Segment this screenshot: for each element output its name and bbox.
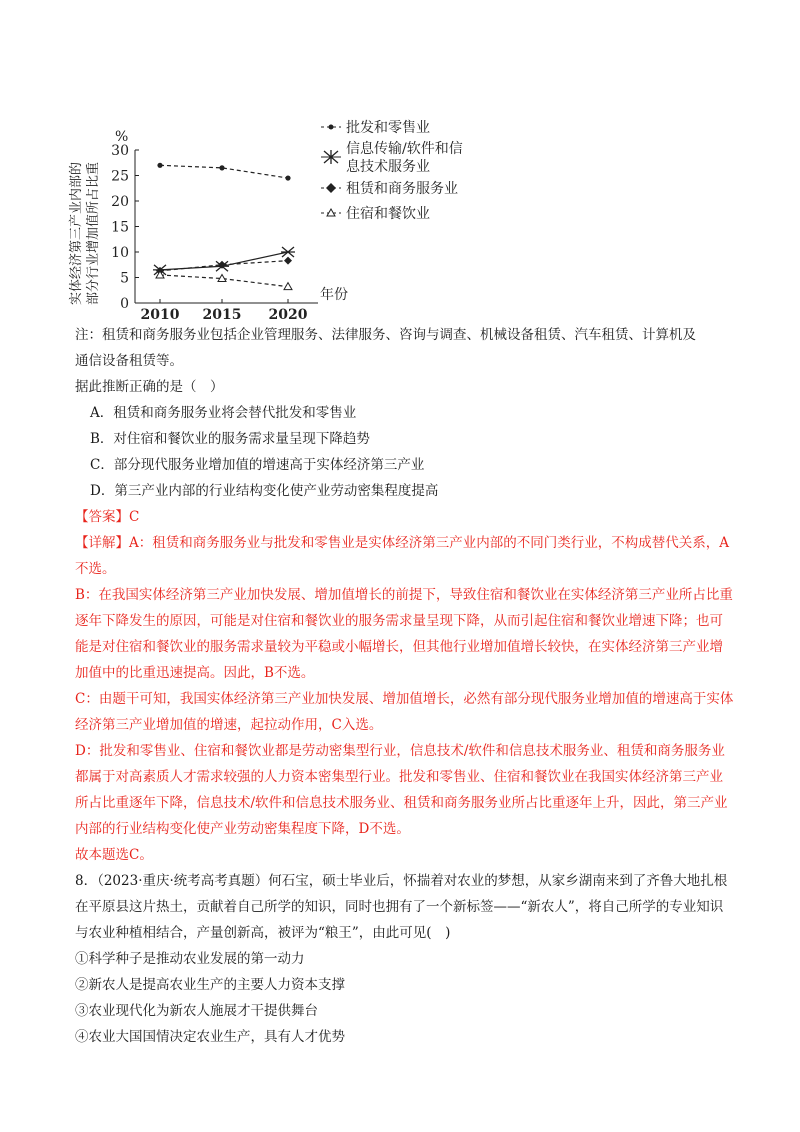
question-stem: 据此推断正确的是（ ） [75,379,224,395]
y-tick-label-15: 15 [111,219,129,236]
point-leasing-2015 [218,261,226,269]
x-axis-label: 年份 [320,287,348,303]
y-tick-label-30: 30 [111,143,129,159]
series-markers [153,163,295,290]
explanation-a [75,530,735,582]
legend-label-hospitality: 住宿和餐饮业 [346,206,430,222]
answer-value: C [129,509,140,525]
y-tick-label-20: 20 [111,194,129,210]
option-d: D．第三产业内部的行业结构变化使产业劳动密集程度提高 [90,483,439,499]
legend [321,119,463,222]
chart-note-line1: 注：租赁和商务服务业包括企业管理服务、法律服务、咨询与调查、机械设备租赁、汽车租赁、计算机及 [75,327,696,343]
point-leasing-2020 [284,257,292,265]
point-retail-2020 [285,175,290,180]
answer-line [75,504,735,530]
explanation-b: B：在我国实体经济第三产业加快发展、增加值增长的前提下，导致住宿和餐饮业在实体经济第三产业所占比重逐年下降发生的原因，可能是对住宿和餐饮业的服务需求量呈现下降，从而引起住宿和餐饮业增速下降；也可能是对住宿和餐饮业的服务需求量较为平稳或小幅增长，但其他行业增加值增长较快，在实体经济第三产业增加值中的比重迅速提高。因此，B不选。 [75,587,733,681]
point-retail-2015 [219,165,224,170]
option-b: B．对住宿和餐饮业的服务需求量呈现下降趋势 [90,431,370,447]
x-tick-label-2010: 2010 [140,307,180,323]
explanation-label: 【详解】 [75,535,129,551]
q8-item-2: ②新农人是提高农业生产的主要人力资本支撑 [75,977,345,993]
legend-label-it-line2: 息技术服务业 [346,159,430,175]
y-tick-label-10: 10 [111,245,129,261]
explanation-a-text: A：租赁和商务服务业与批发和零售业是实体经济第三产业内部的不同门类行业，不构成替代关系，A不选。 [75,535,729,577]
industry-share-chart [60,115,480,325]
y-tick-label-25: 25 [111,168,129,185]
explanation-conclusion: 故本题选C。 [75,847,153,863]
explanation-c: C：由题干可知，我国实体经济第三产业加快发展、增加值增长，必然有部分现代服务业增加值的增速高于实体经济第三产业增加值的增速，起拉动作用，C入选。 [75,691,734,733]
y-axis-label-line2: 部分行业增加值所占比重 [86,161,101,305]
point-hospitality-2020 [284,283,292,290]
y-axis-unit: % [115,129,129,145]
option-a: A．租赁和商务服务业将会替代批发和零售业 [90,405,357,421]
legend-label-it-line1: 信息传输/软件和信 [346,141,463,157]
chart-note-line2: 通信设备租赁等。 [75,353,183,369]
option-c: C．部分现代服务业增加值的增速高于实体经济第三产业 [90,457,425,473]
legend-marker-leasing [326,183,336,193]
point-retail-2010 [157,163,162,168]
legend-marker-retail [329,125,334,130]
q8-item-4: ④农业大国国情决定农业生产，具有人才优势 [75,1029,345,1045]
y-axis-label-line1: 实体经济第三产业内部的 [69,161,84,305]
q8-item-3: ③农业现代化为新农人施展才干提供舞台 [75,1003,318,1019]
x-tick-label-2015: 2015 [202,307,242,323]
point-it-2020 [281,247,295,257]
q8-stem: 8．（2023·重庆·统考高考真题）何石宝，硕士毕业后，怀揣着对农业的梦想，从家乡湖南来到了齐鲁大地扎根在平原县这片热土，贡献着自己所学的知识，同时也拥有了一个新标签——“新农人”，将自己所学的专业知识与农业种植相结合，产量创新高，被评为“粮王”，由此可见( ) [75,873,728,941]
legend-label-retail: 批发和零售业 [346,120,430,136]
chart-note [75,322,735,374]
q8-item-1: ①科学种子是推动农业发展的第一动力 [75,951,305,967]
y-tick-label-5: 5 [120,270,129,287]
legend-label-leasing: 租赁和商务服务业 [346,181,458,197]
y-tick-label-0: 0 [120,296,129,312]
x-tick-label-2020: 2020 [268,307,308,323]
answer-label: 【答案】 [75,509,129,525]
explanation-d: D：批发和零售业、住宿和餐饮业都是劳动密集型行业，信息技术/软件和信息技术服务业、租赁和商务服务业都属于对高素质人才需求较强的人力资本密集型行业。批发和零售业、住宿和餐饮业在我国实体经济第三产业所占比重逐年下降，信息技术/软件和信息技术服务业、租赁和商务服务业所占比重逐年上升，因此，第三产业内部的行业结构变化使产业劳动密集程度下降，D不选。 [75,743,728,837]
